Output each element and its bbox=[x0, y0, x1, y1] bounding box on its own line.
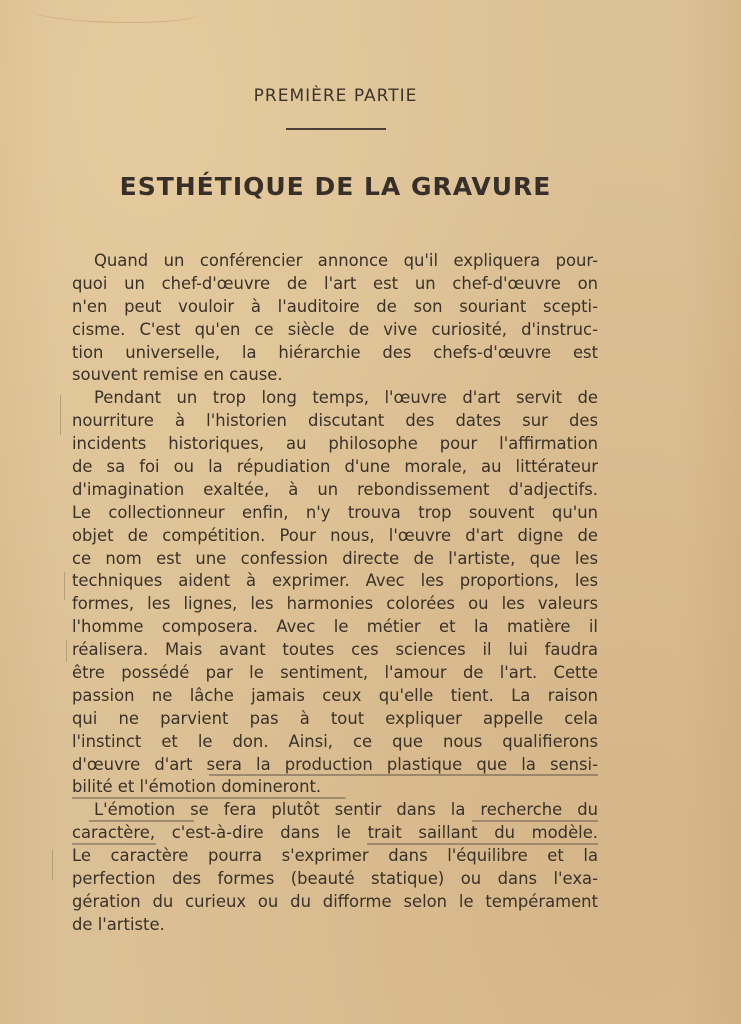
text-line: cisme. C'est qu'en ce siècle de vive curiosité, d'instruc- bbox=[72, 319, 598, 339]
part-label: PREMIÈRE PARTIE bbox=[253, 86, 418, 106]
text-line: être possédé par le sentiment, l'amour de l'art. Cette bbox=[72, 663, 598, 683]
text-line: perfection des formes (beauté statique) ou dans l'exa- bbox=[72, 869, 598, 889]
text-line: quoi un chef-d'œuvre de l'art est un chef-d'œuvre on bbox=[72, 273, 598, 293]
underlined-text-line: d'œuvre d'art sera la production plastique que la sensi- bbox=[72, 754, 598, 777]
underlined-text-line: caractère, c'est-à-dire dans le trait saillant du modèle. bbox=[72, 822, 598, 845]
text-line: de sa foi ou la répudiation d'une morale, au littérateur bbox=[72, 457, 598, 477]
text-line: Le collectionneur enfin, n'y trouva trop souvent qu'un bbox=[72, 502, 598, 522]
underlined-text-line: L'émotion se fera plutôt sentir dans la recherche du bbox=[72, 799, 598, 822]
text-line: souvent remise en cause. bbox=[72, 365, 283, 385]
text-line: d'imagination exaltée, à un rebondissement d'adjectifs. bbox=[72, 479, 598, 499]
text-line: incidents historiques, au philosophe pour l'affirmation bbox=[72, 434, 598, 454]
margin-pencil-mark bbox=[52, 850, 53, 880]
text-line: objet de compétition. Pour nous, l'œuvre d'art digne de bbox=[72, 525, 598, 545]
text-line: Quand un conférencier annonce qu'il expliquera pour- bbox=[94, 251, 598, 270]
text-line: gération du curieux ou du difforme selon le tempérament bbox=[72, 891, 598, 911]
text-line: Le caractère pourra s'exprimer dans l'équilibre et la bbox=[72, 846, 598, 866]
chapter-title: ESTHÉTIQUE DE LA GRAVURE bbox=[119, 172, 552, 201]
text-line: n'en peut vouloir à l'auditoire de son souriant scepti- bbox=[72, 296, 598, 316]
text-line: l'instinct et le don. Ainsi, ce que nous qualifierons bbox=[72, 731, 598, 751]
text-line: qui ne parvient pas à tout expliquer appelle cela bbox=[72, 708, 598, 728]
text-line: formes, les lignes, les harmonies colorées ou les valeurs bbox=[72, 594, 598, 614]
text-line: l'homme composera. Avec le métier et la matière il bbox=[72, 617, 598, 637]
margin-pencil-mark bbox=[66, 640, 67, 662]
text-line: techniques aident à exprimer. Avec les proportions, les bbox=[72, 571, 598, 591]
margin-pencil-mark bbox=[64, 572, 65, 600]
text-line: de l'artiste. bbox=[72, 914, 165, 934]
paper-stain bbox=[30, 0, 200, 23]
underlined-text-line: bilité et l'émotion domineront. bbox=[72, 776, 598, 799]
text-line: tion universelle, la hiérarchie des chefs-d'œuvre est bbox=[72, 342, 598, 362]
margin-pencil-mark bbox=[60, 395, 61, 435]
title-divider bbox=[286, 128, 386, 130]
text-line: passion ne lâche jamais ceux qu'elle tient. La raison bbox=[72, 685, 598, 705]
text-line: ce nom est une confession directe de l'artiste, que les bbox=[72, 548, 598, 568]
text-line: réalisera. Mais avant toutes ces sciences il lui faudra bbox=[72, 640, 598, 660]
text-line: nourriture à l'historien discutant des dates sur des bbox=[72, 411, 598, 431]
body-text bbox=[72, 250, 598, 937]
text-line: Pendant un trop long temps, l'œuvre d'art servit de bbox=[94, 388, 598, 408]
